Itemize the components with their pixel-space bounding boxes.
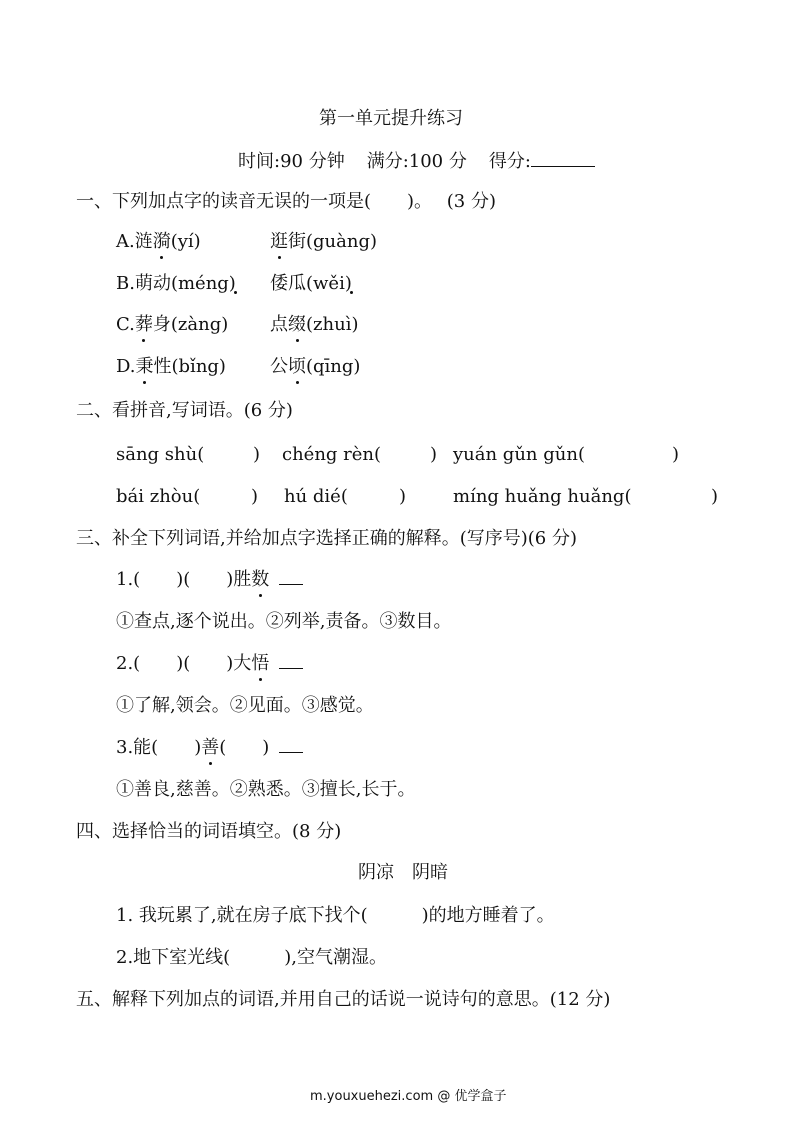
q3-item-2-choices: ①了解,领会。②见面。③感觉。	[116, 695, 374, 716]
pinyin-yuangungun: yuán gǔn gǔn(	[453, 444, 585, 465]
question-1-title: 一、下列加点字的读音无误的一项是( )。 (3 分)	[76, 191, 496, 212]
answer-blank[interactable]	[279, 650, 303, 669]
q3-item-2[interactable]: 2.( )( )大悟	[116, 650, 303, 676]
q1-option-a-word2: 逛街(guàng)	[270, 231, 378, 252]
q1-option-d[interactable]: D.秉性(bǐng)	[116, 356, 226, 377]
q3-item-1-choices: ①查点,逐个说出。②列举,责备。③数目。	[116, 611, 452, 632]
q3-item-1[interactable]: 1.( )( )胜数	[116, 566, 303, 592]
q4-sentence-1[interactable]: 1. 我玩累了,就在房子底下找个( )的地方睡着了。	[116, 905, 555, 926]
pinyin-blank-close[interactable]: )	[711, 486, 719, 507]
pinyin-blank-close[interactable]: )	[399, 486, 407, 507]
pinyin-hudie: hú dié(	[284, 486, 348, 507]
q1-option-c[interactable]: C.葬身(zàng)	[116, 314, 229, 335]
page-title: 第一单元提升练习	[319, 108, 463, 129]
footer-watermark: m.youxuehezi.com @ 优学盒子	[310, 1089, 507, 1104]
q1-option-d-word2: 公顷(qīng)	[270, 356, 361, 377]
score-label: 得分:	[488, 151, 531, 172]
pinyin-blank-close[interactable]: )	[430, 444, 438, 465]
full-score: 满分:100 分	[366, 151, 467, 172]
q3-item-3-choices: ①善良,慈善。②熟悉。③擅长,长于。	[116, 779, 416, 800]
question-5-title: 五、解释下列加点的词语,并用自己的话说一说诗句的意思。(12 分)	[76, 989, 611, 1010]
q1-option-b[interactable]: B.萌动(méng)	[116, 273, 236, 294]
q1-option-a[interactable]: A.涟漪(yí)	[116, 231, 201, 252]
pinyin-blank-close[interactable]: )	[251, 486, 259, 507]
question-3-title: 三、补全下列词语,并给加点字选择正确的解释。(写序号)(6 分)	[76, 528, 577, 549]
q1-option-b-word2: 倭瓜(wěi)	[270, 273, 352, 294]
answer-blank[interactable]	[279, 734, 303, 753]
question-2-title: 二、看拼音,写词语。(6 分)	[76, 400, 293, 421]
pinyin-baizhou: bái zhòu(	[116, 486, 201, 507]
pinyin-blank-close[interactable]: )	[672, 444, 680, 465]
score-blank[interactable]	[531, 148, 595, 167]
pinyin-chengren: chéng rèn(	[282, 444, 382, 465]
word-choices: 阴凉 阴暗	[358, 862, 448, 883]
q3-item-3[interactable]: 3.能( )善( )	[116, 734, 303, 760]
exam-info	[238, 148, 595, 174]
q4-sentence-2[interactable]: 2.地下室光线( ),空气潮湿。	[116, 947, 387, 968]
pinyin-sangshu: sāng shù(	[116, 444, 205, 465]
question-4-title: 四、选择恰当的词语填空。(8 分)	[76, 821, 342, 842]
pinyin-minghuanghuang: míng huǎng huǎng(	[453, 486, 632, 507]
q1-option-c-word2: 点缀(zhuì)	[270, 314, 359, 335]
time-limit: 时间:90 分钟	[238, 151, 345, 172]
answer-blank[interactable]	[279, 566, 303, 585]
pinyin-blank-close[interactable]: )	[253, 444, 261, 465]
